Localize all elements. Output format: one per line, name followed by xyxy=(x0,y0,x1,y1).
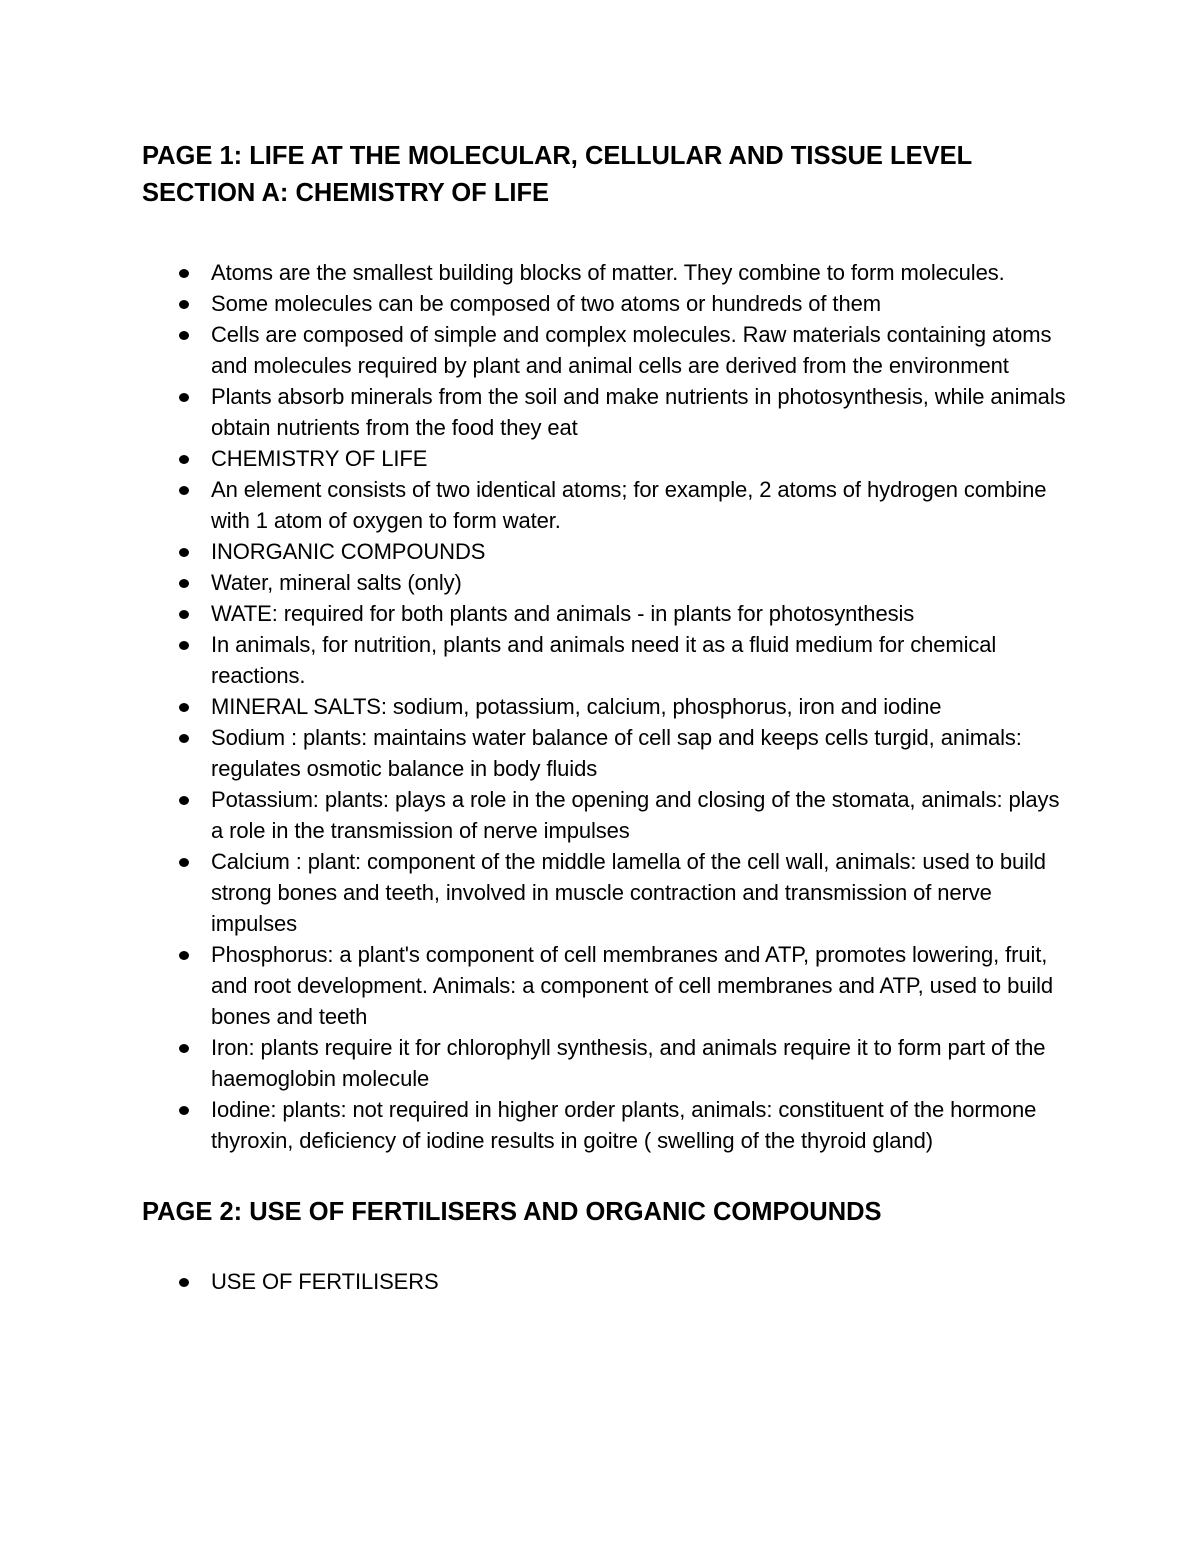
bullet-icon xyxy=(179,1106,189,1115)
bullet-icon xyxy=(179,641,189,650)
list-item-text: Water, mineral salts (only) xyxy=(211,570,462,595)
page-1-heading xyxy=(142,138,1072,212)
list-item-text: In animals, for nutrition, plants and animals need it as a fluid medium for chemical reactions. xyxy=(211,632,997,688)
list-item xyxy=(142,939,1072,1032)
page-1-title: PAGE 1: LIFE AT THE MOLECULAR, CELLULAR AND TISSUE LEVEL xyxy=(142,142,973,170)
list-item xyxy=(142,598,1072,629)
list-item-text: Potassium: plants: plays a role in the opening and closing of the stomata, animals: plays a role in the transmission of nerve impulses xyxy=(211,787,1060,843)
bullet-icon xyxy=(179,269,189,278)
bullet-icon xyxy=(179,610,189,619)
list-item xyxy=(142,319,1072,381)
list-item-text: Calcium : plant: component of the middle lamella of the cell wall, animals: used to build strong bones and teeth, involved in muscle contraction and transmission of nerve impulses xyxy=(211,849,1046,936)
list-item xyxy=(142,722,1072,784)
list-item xyxy=(142,288,1072,319)
bullet-icon xyxy=(179,1278,189,1287)
bullet-icon xyxy=(179,393,189,402)
list-item-text: Iron: plants require it for chlorophyll synthesis, and animals require it to form part of the haemoglobin molecule xyxy=(211,1035,1046,1091)
list-item-text: An element consists of two identical atoms; for example, 2 atoms of hydrogen combine with 1 atom of oxygen to form water. xyxy=(211,477,1047,533)
bullet-icon xyxy=(179,548,189,557)
list-item-text: CHEMISTRY OF LIFE xyxy=(211,446,428,471)
bullet-icon xyxy=(179,951,189,960)
list-item xyxy=(142,846,1072,939)
bullet-icon xyxy=(179,455,189,464)
list-item-text: Phosphorus: a plant's component of cell membranes and ATP, promotes lowering, fruit, and root development. Animals: a component of cell membranes and ATP, used to build bones and teeth xyxy=(211,942,1054,1029)
list-item-text: WATE: required for both plants and animals - in plants for photosynthesis xyxy=(211,601,915,626)
bullet-icon xyxy=(179,300,189,309)
list-item xyxy=(142,536,1072,567)
bullet-icon xyxy=(179,486,189,495)
list-item-text: INORGANIC COMPOUNDS xyxy=(211,539,486,564)
list-item-text: MINERAL SALTS: sodium, potassium, calcium, phosphorus, iron and iodine xyxy=(211,694,942,719)
list-item-text: Iodine: plants: not required in higher order plants, animals: constituent of the hormone thyroxin, deficiency of iodine results in goitre ( swelling of the thyroid gland) xyxy=(211,1097,1037,1153)
bullet-icon xyxy=(179,579,189,588)
section-a-title: SECTION A: CHEMISTRY OF LIFE xyxy=(142,179,550,207)
bullet-icon xyxy=(179,1044,189,1053)
list-item xyxy=(142,443,1072,474)
list-item xyxy=(142,1094,1072,1156)
bullet-icon xyxy=(179,734,189,743)
list-item xyxy=(142,691,1072,722)
list-item xyxy=(142,257,1072,288)
document-page xyxy=(142,138,1072,1297)
bullet-icon xyxy=(179,796,189,805)
page-2-heading: PAGE 2: USE OF FERTILISERS AND ORGANIC COMPOUNDS xyxy=(142,1198,882,1226)
list-item xyxy=(142,381,1072,443)
list-item-text: Atoms are the smallest building blocks of matter. They combine to form molecules. xyxy=(211,260,1005,285)
list-item xyxy=(142,474,1072,536)
bullet-icon xyxy=(179,331,189,340)
list-item-text: Cells are composed of simple and complex molecules. Raw materials containing atoms and molecules required by plant and animal cells are derived from the environment xyxy=(211,322,1052,378)
list-item-text: Plants absorb minerals from the soil and make nutrients in photosynthesis, while animals obtain nutrients from the food they eat xyxy=(211,384,1066,440)
list-item xyxy=(142,567,1072,598)
list-item xyxy=(142,784,1072,846)
list-item xyxy=(142,1032,1072,1094)
list-item-text: Sodium : plants: maintains water balance of cell sap and keeps cells turgid, animals: regulates osmotic balance in body fluids xyxy=(211,725,1022,781)
list-item-text: Some molecules can be composed of two atoms or hundreds of them xyxy=(211,291,881,316)
list-item-text: USE OF FERTILISERS xyxy=(211,1269,439,1294)
section-a-bullet-list xyxy=(142,257,1072,1156)
bullet-icon xyxy=(179,858,189,867)
bullet-icon xyxy=(179,703,189,712)
list-item xyxy=(142,629,1072,691)
page-2-bullet-list xyxy=(142,1266,1072,1297)
list-item xyxy=(142,1266,1072,1297)
